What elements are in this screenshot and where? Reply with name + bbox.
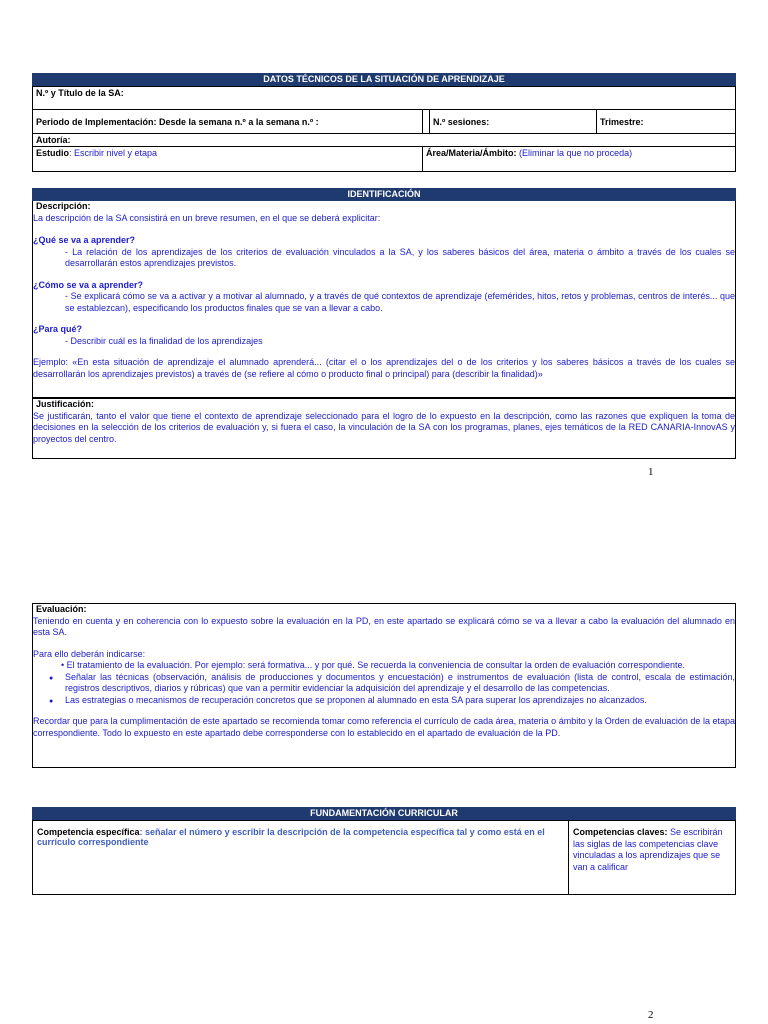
competencia-especifica-label: Competencia específica [37,827,140,837]
competencias-claves-cell[interactable] [569,821,736,895]
competencias-claves-value: Se escribirán las siglas de las competencias clave vinculadas a los aprendizajes que se van a calificar [573,827,723,872]
estudio-value: : Escribir nivel y etapa [69,148,158,158]
descripcion-label: Descripción: [36,201,91,211]
area-value: (Eliminar la que no proceda) [516,148,633,158]
titulo-cell[interactable] [33,87,736,110]
page-number-2: 2 [648,1009,654,1021]
spacer-cell [423,110,430,134]
question-que: ¿Qué se va a aprender? [33,235,136,245]
ejemplo-text: Ejemplo: «En esta situación de aprendizaje el alumnado aprenderá... (citar el o los aprendizajes del o de los criterios y los saberes básicos a través de los cuales se desarrollarán los aprendizajes previstos) a través de (se refiere al cómo o producto final o principal) para (describir la finalidad)» [33,357,735,379]
periodo-label: Periodo de Implementación: Desde la semana n.º a la semana n.º : [36,116,319,127]
page-number-1: 1 [648,466,654,478]
competencia-especifica-value: : señalar el número y escribir la descripción de la competencia específica tal y como está en el currículo correspondiente [37,827,545,847]
question-como-text: - Se explicará cómo se va a activar y a motivar al alumnado, y a través de qué contextos de aprendizaje (efemérides, hitos, retos y problemas, centros de interés... que se establezcan), especificando los productos finales que se van a llevar a cabo. [65,291,735,313]
evaluacion-intro: Teniendo en cuenta y en coherencia con lo expuesto sobre la evaluación en la PD, en este apartado se explicará cómo se va a llevar a cabo la evaluación del alumnado en esta SA. [33,615,735,637]
competencias-claves-label: Competencias claves: [573,827,668,837]
periodo-cell[interactable] [33,110,423,134]
question-para-text: - Describir cuál es la finalidad de los aprendizajes [65,335,263,346]
justificacion-label: Justificación: [36,399,95,409]
area-cell[interactable] [423,147,736,172]
evaluacion-list [33,672,735,707]
trimestre-label: Trimestre: [600,116,644,127]
estudio-label: Estudio [36,148,69,158]
evaluacion-box [32,603,736,768]
autoria-cell[interactable] [33,134,736,147]
question-que-text: - La relación de los aprendizajes de los criterios de evaluación vinculados a la SA, y los saberes básicos del área, materia o ámbito a través de los cuales se desarrollarán estos aprendizajes previstos. [65,246,735,268]
list-item: ● Las estrategias o mecanismos de recuperación concretos que se proponen al alumnado en esta SA para superar los aprendizajes no alcanzados. [49,695,735,707]
question-como: ¿Cómo se va a aprender? [33,279,144,290]
evaluacion-label: Evaluación: [36,604,87,614]
evaluacion-para-ello: Para ello deberán indicarse: [33,648,146,659]
trimestre-cell[interactable] [597,110,736,134]
descripcion-intro: La descripción de la SA consistirá en un breve resumen, en el que se deberá explicitar: [33,212,381,223]
titulo-label: N.º y Título de la SA: [36,88,124,98]
competencia-especifica-cell[interactable] [33,821,569,895]
sesiones-cell[interactable] [430,110,597,134]
question-para: ¿Para qué? [33,324,83,334]
autoria-label: Autoría: [36,135,71,145]
evaluacion-item-tratamiento: • El tratamiento de la evaluación. Por ejemplo: será formativa... y por qué. Se recuerda la conveniencia de consultar la orden de evaluación correspondiente. [61,660,686,670]
area-label: Área/Materia/Ámbito: [426,148,517,158]
justificacion-text: Se justificarán, tanto el valor que tiene el contexto de aprendizaje seleccionado para el logro de lo expuesto en la descripción, como las razones que expliquen la toma de decisiones en la selección de los criterios de evaluación y, si fuera el caso, la vinculación de la SA con los programas, planes, ejes temáticos de la RED CANARIA-InnovAS y proyectos del centro. [33,410,735,444]
evaluacion-recordar: Recordar que para la cumplimentación de este apartado se recomienda tomar como referencia el currículo de cada área, materia o ámbito y la Orden de evaluación de la etapa correspondiente. Todo lo expuesto en este apartado debe corresponderse con lo establecido en el apartado de evaluación de la PD. [33,716,735,738]
fundamentacion-header: FUNDAMENTACIÓN CURRICULAR [32,807,736,820]
descripcion-box [32,201,736,398]
datos-tecnicos-table [32,86,736,172]
identificacion-header: IDENTIFICACIÓN [32,188,736,201]
list-item: ● Señalar las técnicas (observación, análisis de producciones y documentos y encuestación) e instrumentos de evaluación (lista de control, escala de estimación, registros descriptivos, diarios y rúbricas) que van a permitir evidenciar la adquisición del aprendizaje y el desarrollo de las competencias. [49,672,735,695]
estudio-cell[interactable] [33,147,423,172]
sesiones-label: N.º sesiones: [433,116,490,127]
justificacion-box [32,398,736,459]
datos-tecnicos-header: DATOS TÉCNICOS DE LA SITUACIÓN DE APRENDIZAJE [32,73,736,86]
fundamentacion-table [32,820,736,895]
